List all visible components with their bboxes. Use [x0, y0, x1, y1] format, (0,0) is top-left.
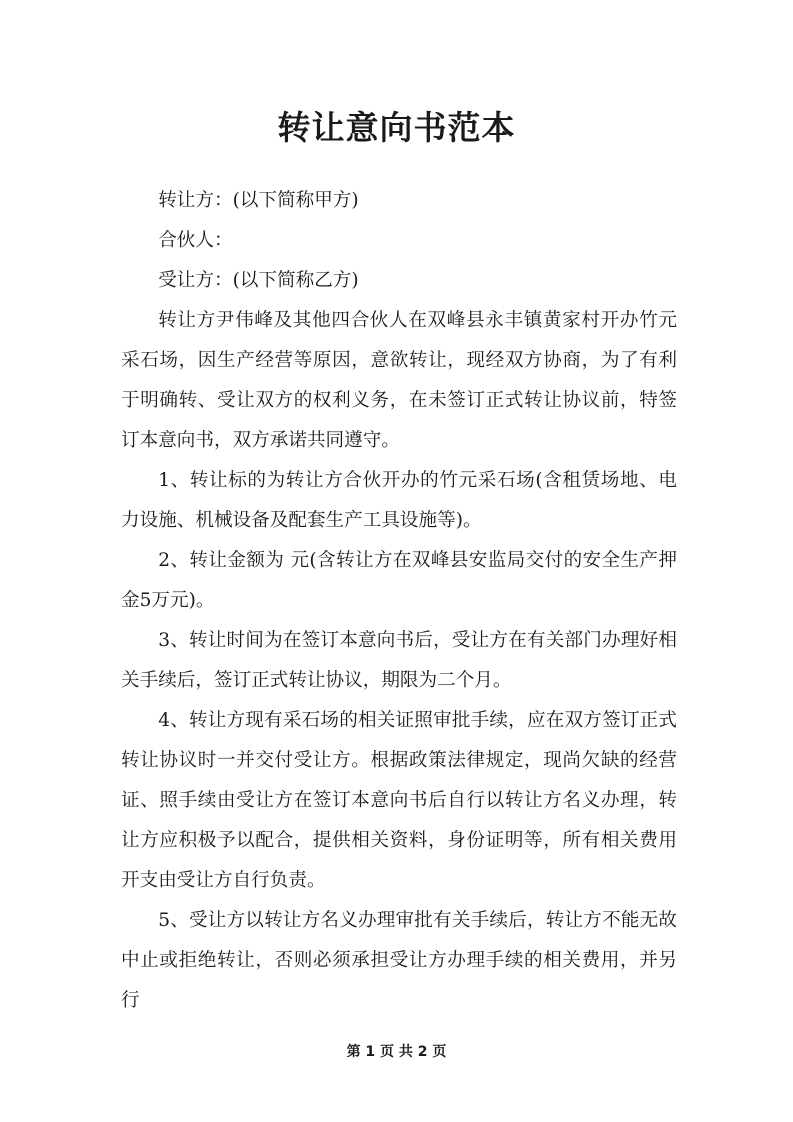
paragraph-clause-1: 1、转让标的为转让方合伙开办的竹元采石场(含租赁场地、电力设施、机械设备及配套生产工具设施等)。: [121, 470, 677, 531]
page-number-footer: 第 1 页 共 2 页: [346, 1044, 447, 1060]
paragraph-transferor: 转让方：(以下简称甲方): [158, 190, 359, 211]
paragraph-partners: 合伙人：: [158, 230, 233, 251]
paragraph-intro: 转让方尹伟峰及其他四合伙人在双峰县永丰镇黄家村开办竹元采石场，因生产经营等原因，意欲转让，现经双方协商，为了有利于明确转、受让双方的权利义务，在未签订正式转让协议前，特签订本意向书，双方承诺共同遵守。: [121, 310, 677, 451]
paragraph-clause-4: 4、转让方现有采石场的相关证照审批手续，应在双方签订正式转让协议时一并交付受让方。根据政策法律规定，现尚欠缺的经营证、照手续由受让方在签订本意向书后自行以转让方名义办理，转让方应积极予以配合，提供相关资料，身份证明等，所有相关费用开支由受让方自行负责。: [121, 710, 677, 891]
paragraph-clause-2: 2、转让金额为 元(含转让方在双峰县安监局交付的安全生产押金5万元)。: [121, 550, 677, 611]
paragraph-clause-5: 5、受让方以转让方名义办理审批有关手续后，转让方不能无故中止或拒绝转让，否则必须承担受让方办理手续的相关费用，并另行: [121, 910, 677, 1011]
document-title: 转让意向书范本: [277, 108, 516, 147]
paragraph-clause-3: 3、转让时间为在签订本意向书后，受让方在有关部门办理好相关手续后，签订正式转让协议，期限为二个月。: [121, 630, 677, 691]
paragraph-transferee: 受让方：(以下简称乙方): [158, 270, 359, 291]
document-body: [121, 181, 677, 1021]
